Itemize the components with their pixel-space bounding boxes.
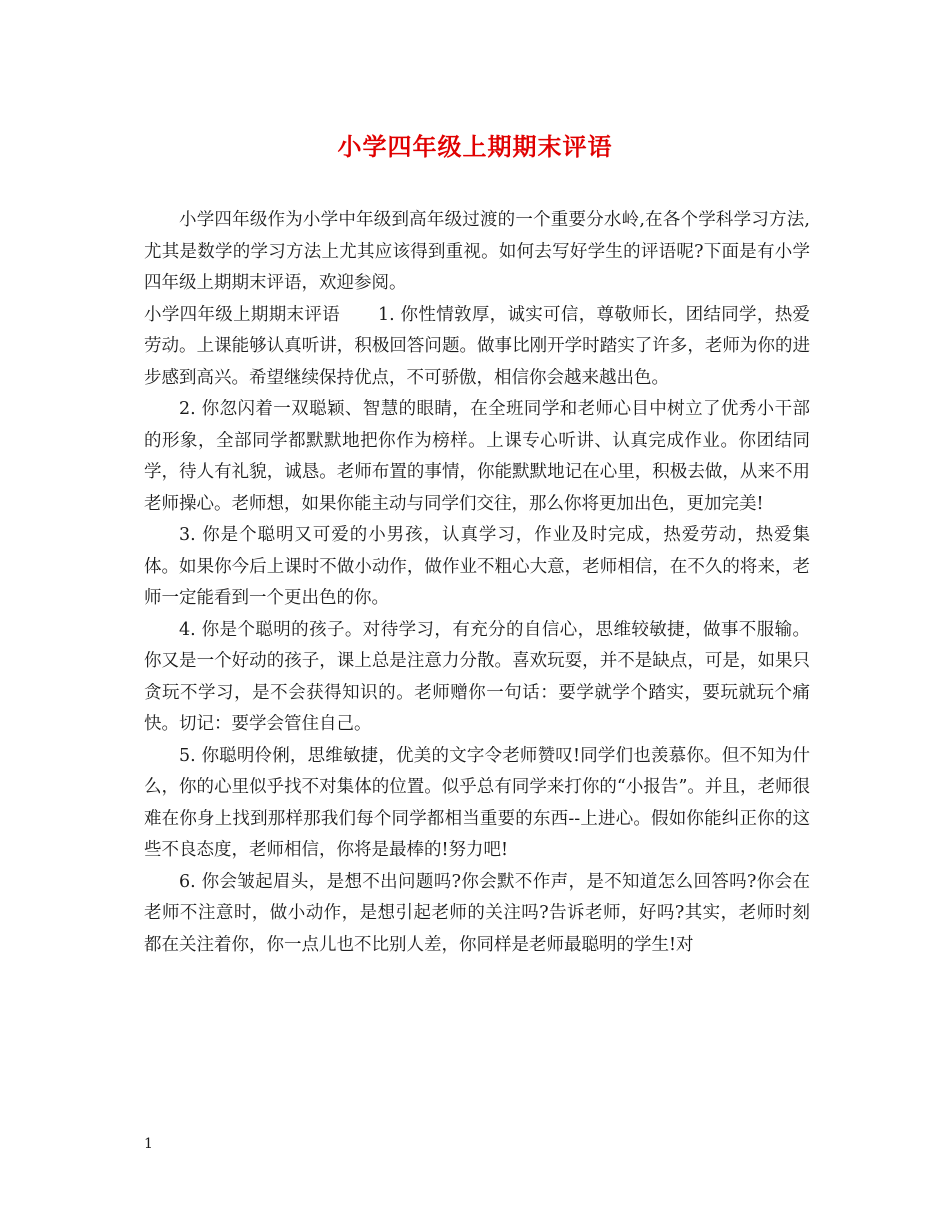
comment-paragraph-2: 2. 你忽闪着一双聪颖、智慧的眼睛，在全班同学和老师心目中树立了优秀小干部的形象，全部同学都默默地把你作为榜样。上课专心听讲、认真完成作业。你团结同学，待人有礼貌，诚恳。老师布置的事情，你能默默地记在心里，积极去做，从来不用老师操心。老师想，如果你能主动与同学们交往，那么你将更加出色，更加完美! [144,399,810,514]
document-title: 小学四年级上期期末评语 [337,132,613,161]
comment-paragraph-1 [144,300,810,395]
comment-paragraph-6: 6. 你会皱起眉头，是想不出问题吗?你会默不作声，是不知道怎么回答吗?你会在老师不注意时，做小动作，是想引起老师的关注吗?告诉老师，好吗?其实，老师时刻都在关注着你，你一点儿也不比别人差，你同样是老师最聪明的学生!对 [144,871,810,955]
comment-paragraph-5: 5. 你聪明伶俐，思维敏捷，优美的文字令老师赞叹!同学们也羡慕你。但不知为什么，你的心里似乎找不对集体的位置。似乎总有同学来打你的“小报告”。并且，老师很难在你身上找到那样那我们每个同学都相当重要的东西--上进心。假如你能纠正你的这些不良态度，老师相信，你将是最棒的!努力吧! [144,745,810,860]
intro-paragraph: 小学四年级作为小学中年级到高年级过渡的一个重要分水岭,在各个学科学习方法,尤其是数学的学习方法上尤其应该得到重视。如何去写好学生的评语呢?下面是有小学四年级上期期末评语，欢迎参阅。 [144,210,810,293]
inline-heading: 小学四年级上期期末评语 [144,304,340,325]
comment-paragraph-3: 3. 你是个聪明又可爱的小男孩，认真学习，作业及时完成，热爱劳动，热爱集体。如果你今后上课时不做小动作，做作业不粗心大意，老师相信，在不久的将来，老师一定能看到一个更出色的你。 [144,525,810,608]
comment-paragraph-4: 4. 你是个聪明的孩子。对待学习，有充分的自信心，思维较敏捷，做事不服输。你又是一个好动的孩子，课上总是注意力分散。喜欢玩耍，并不是缺点，可是，如果只贪玩不学习，是不会获得知识的。老师赠你一句话：要学就学个踏实，要玩就玩个痛快。切记：要学会管住自己。 [144,619,810,734]
page-number: 1 [144,1136,153,1152]
comment-1-text: 1. 你性情敦厚，诚实可信，尊敬师长，团结同学，热爱劳动。上课能够认真听讲，积极回答问题。做事比刚开学时踏实了许多，老师为你的进步感到高兴。希望继续保持优点，不可骄傲，相信你会越来越出色。 [144,304,811,388]
document-body [144,205,810,961]
